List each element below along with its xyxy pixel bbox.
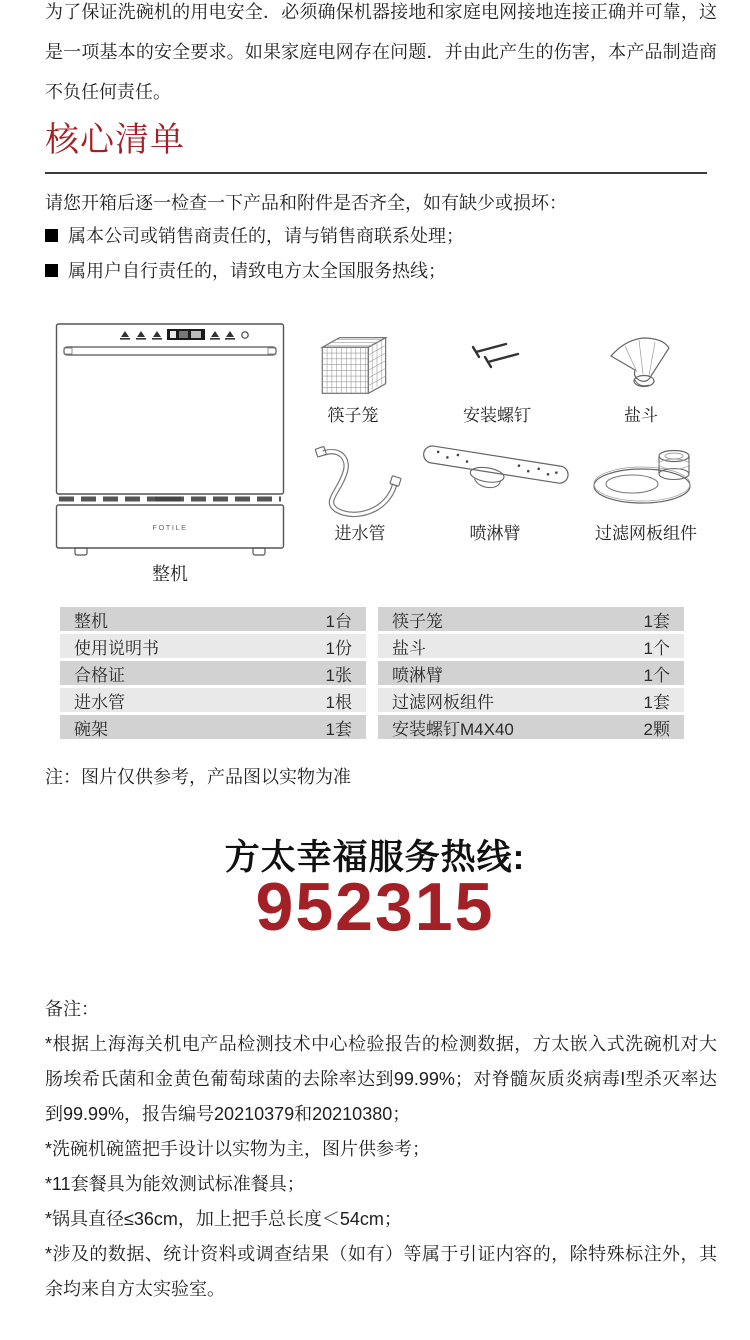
bullet-square-icon xyxy=(45,264,58,277)
accessory-label: 过滤网板组件 xyxy=(595,524,697,543)
table-row xyxy=(378,661,684,685)
accessory-label: 进水管 xyxy=(334,524,386,543)
bullet-item xyxy=(45,257,717,283)
item-name: 筷子笼 xyxy=(392,611,443,631)
safety-paragraph: 为了保证洗碗机的用电安全．必须确保机器接地和家庭电网接地连接正确并可靠，这是一项基本的安全要求。如果家庭电网存在问题．并由此产生的伤害，本产品制造商不负任何责任。 xyxy=(45,2,717,102)
item-name: 安装螺钉M4X40 xyxy=(392,719,514,739)
accessory-label: 喷淋臂 xyxy=(469,524,521,543)
item-name: 碗架 xyxy=(74,719,108,739)
item-qty: 1张 xyxy=(325,665,352,685)
bullet-text: 属本公司或销售商责任的，请与销售商联系处理； xyxy=(68,226,464,246)
remark-item: *11套餐具为能效测试标准餐具； xyxy=(45,1174,305,1194)
item-qty: 1套 xyxy=(643,611,670,631)
brand-text: FOTILE xyxy=(152,523,188,532)
photo-note: 注：图片仅供参考，产品图以实物为准 xyxy=(45,767,351,787)
dishwasher-illustration xyxy=(55,322,285,558)
section-title: 核心清单 xyxy=(45,121,185,159)
remark-item: *洗碗机碗篮把手设计以实物为主，图片供参考； xyxy=(45,1139,431,1159)
accessory-figure xyxy=(418,444,572,544)
item-qty: 1根 xyxy=(325,692,352,712)
screws-illustration xyxy=(462,330,532,376)
item-qty: 1份 xyxy=(325,638,352,658)
item-name: 盐斗 xyxy=(392,638,426,658)
machine-label: 整机 xyxy=(152,564,188,584)
remarks-section xyxy=(45,992,717,1307)
item-name: 合格证 xyxy=(74,665,125,685)
table-row xyxy=(60,715,366,739)
filter-plate-illustration xyxy=(590,444,702,506)
table-row xyxy=(378,715,684,739)
salt-funnel-illustration xyxy=(605,330,677,396)
accessory-figure xyxy=(300,444,420,544)
item-qty: 1套 xyxy=(325,719,352,739)
bullet-square-icon xyxy=(45,229,58,242)
table-row xyxy=(378,607,684,631)
table-row xyxy=(60,607,366,631)
accessory-figure xyxy=(585,444,707,544)
packing-table-right xyxy=(378,607,684,742)
table-row xyxy=(60,661,366,685)
accessory-label: 盐斗 xyxy=(624,406,658,425)
remark-item: *根据上海海关机电产品检测技术中心检验报告的检测数据，方太嵌入式洗碗机对大肠埃希氏菌和金黄色葡萄球菌的去除率达到99.99%；对脊髓灰质炎病毒I型杀灭率达到99.99%，报告编号20210379和20210380； xyxy=(45,1034,717,1124)
item-name: 进水管 xyxy=(74,692,125,712)
table-row xyxy=(60,688,366,712)
accessory-figure xyxy=(588,330,694,426)
item-name: 整机 xyxy=(74,611,108,631)
remark-item: *涉及的数据、统计资料或调查结果（如有）等属于引证内容的，除特殊标注外，其余均来自方太实验室。 xyxy=(45,1244,717,1299)
item-name: 喷淋臂 xyxy=(392,665,443,685)
table-row xyxy=(60,634,366,658)
item-name: 过滤网板组件 xyxy=(392,692,494,712)
accessory-figure xyxy=(444,330,550,426)
hotline-number: 952315 xyxy=(255,869,495,945)
accessory-label: 安装螺钉 xyxy=(463,406,531,425)
table-row xyxy=(378,634,684,658)
chopstick-basket-illustration xyxy=(313,330,393,401)
check-instruction: 请您开箱后逐一检查一下产品和附件是否齐全，如有缺少或损坏： xyxy=(45,193,567,213)
spray-arm-illustration xyxy=(418,444,572,508)
packing-table-left xyxy=(60,607,366,742)
bullet-text: 属用户自行责任的，请致电方太全国服务热线； xyxy=(68,261,446,281)
accessory-label: 筷子笼 xyxy=(327,406,379,425)
accessory-figure xyxy=(300,330,406,426)
item-name: 使用说明书 xyxy=(74,638,159,658)
item-qty: 2颗 xyxy=(643,719,670,739)
item-qty: 1个 xyxy=(643,638,670,658)
remarks-title: 备注： xyxy=(45,999,99,1019)
item-qty: 1台 xyxy=(325,611,352,631)
item-qty: 1个 xyxy=(643,665,670,685)
remark-item: *锅具直径≤36cm，加上把手总长度＜54cm； xyxy=(45,1209,402,1229)
section-divider xyxy=(45,172,707,174)
hotline-title: 方太幸福服务热线: xyxy=(224,838,526,877)
item-qty: 1套 xyxy=(643,692,670,712)
inlet-hose-illustration xyxy=(304,444,416,519)
bullet-item xyxy=(45,222,717,248)
table-row xyxy=(378,688,684,712)
machine-figure xyxy=(55,322,285,558)
